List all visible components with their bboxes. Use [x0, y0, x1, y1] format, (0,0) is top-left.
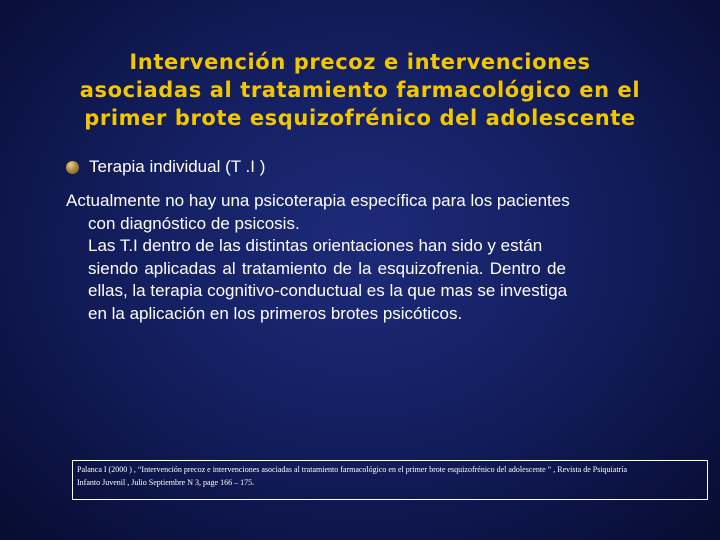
bullet-label: Terapia individual (T .I ) — [89, 157, 266, 176]
title-line: Intervención precoz e intervenciones — [129, 50, 591, 74]
body-line: con diagnóstico de psicosis. — [88, 213, 300, 233]
citation-line: Infanto Juvenil , Julio Septiembre N 3, page 166 – 175. — [77, 478, 255, 487]
citation-line: Palanca I (2000 ) , “Intervención precoz e intervenciones asociadas al tratamiento farmacológico en el primer brote esquizofrénico del adolescente ” , Revista de Psiquiatría — [77, 465, 627, 474]
slide-title — [40, 48, 680, 132]
body-line: Actualmente no hay una psicoterapia específica para los pacientes — [66, 191, 570, 210]
bullet-item — [66, 156, 265, 178]
title-line: asociadas al tratamiento farmacológico en el — [79, 78, 641, 102]
body-paragraph — [66, 190, 666, 325]
body-line: siendo aplicadas al tratamiento de la esquizofrenia. Dentro de — [88, 258, 566, 278]
body-line: Las T.I dentro de las distintas orientaciones han sido y están — [88, 236, 543, 255]
citation-box — [72, 460, 708, 500]
title-line: primer brote esquizofrénico del adolescente — [84, 106, 636, 130]
body-line: en la aplicación en los primeros brotes psicóticos. — [88, 303, 463, 323]
bullet-sphere-icon — [66, 161, 79, 174]
body-line: ellas, la terapia cognitivo-conductual es la que mas se investiga — [88, 281, 568, 300]
